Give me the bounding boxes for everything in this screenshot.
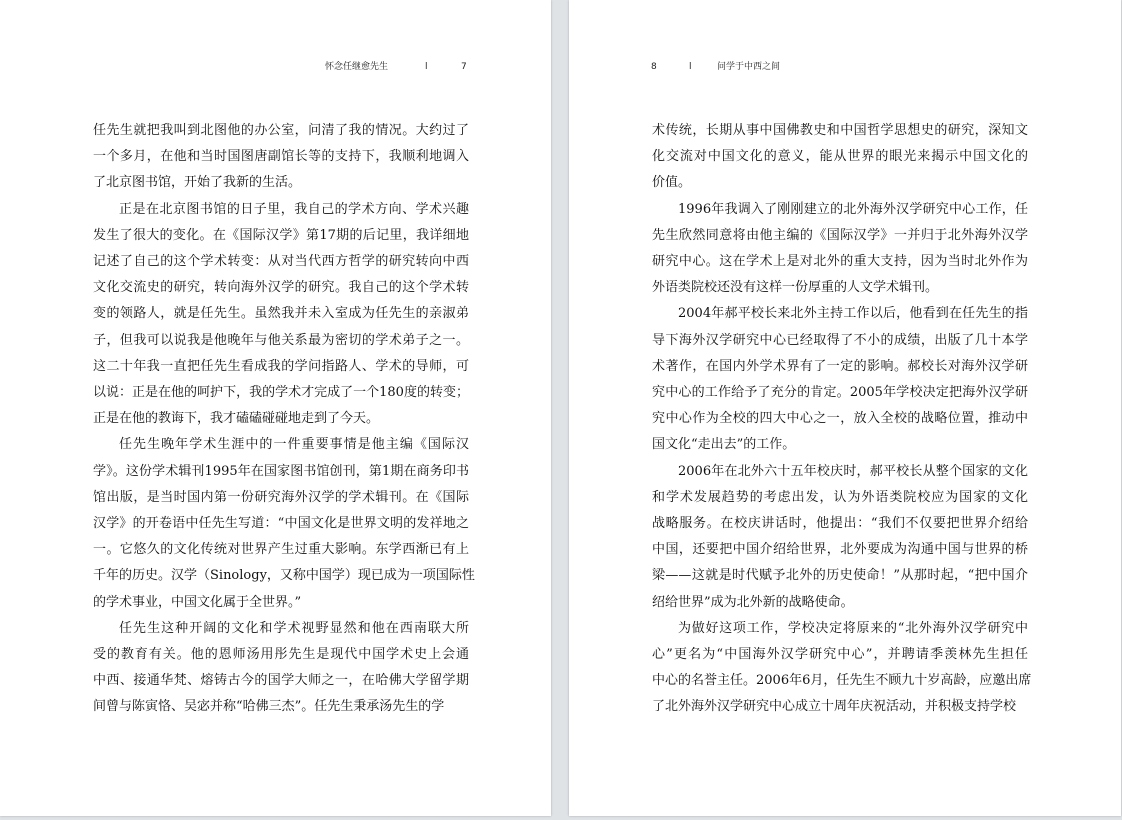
text-line: 任先生这种开阔的文化和学术视野显然和他在西南联大所 <box>119 620 469 636</box>
text-line: 价值。 <box>652 175 692 191</box>
paragraph <box>652 118 1028 197</box>
text-line: 一个多月，在他和当时国图唐副馆长等的支持下，我顺利地调入 <box>93 149 469 165</box>
left-page <box>0 0 551 816</box>
text-line: 绍给世界”成为北外新的战略使命。 <box>652 594 854 610</box>
text-line: 正是在他的教诲下，我才磕磕碰碰地走到了今天。 <box>93 411 380 427</box>
body-text-left <box>93 118 475 721</box>
page-number: 8 <box>651 62 657 72</box>
text-line: 为做好这项工作，学校决定将原来的“北外海外汉学研究中 <box>678 620 1028 636</box>
text-line: 发生了很大的变化。在《国际汉学》第17期的后记里，我详细地 <box>93 227 469 243</box>
running-header-separator: l <box>689 62 692 72</box>
text-line: 中西、接通华梵、熔铸古今的国学大师之一，在哈佛大学留学期 <box>93 673 469 689</box>
text-line: 任先生就把我叫到北图他的办公室，问清了我的情况。大约过了 <box>93 123 469 138</box>
text-line: 一。它悠久的文化传统对世界产生过重大影响。东学西渐已有上 <box>93 542 469 558</box>
text-line: 2004年郝平校长来北外主持工作以后，他看到在任先生的指 <box>678 306 1028 322</box>
text-line: 梁——这就是时代赋予北外的历史使命！”从那时起，“把中国介 <box>652 568 1028 584</box>
text-line: 汉学》的开卷语中任先生写道：“中国文化是世界文明的发祥地之 <box>93 516 469 532</box>
body-text-right <box>652 118 1032 721</box>
text-line: 中国，还要把中国介绍给世界，北外要成为沟通中国与世界的桥 <box>652 542 1028 558</box>
text-line: 间曾与陈寅恪、吴宓并称“哈佛三杰”。任先生秉承汤先生的学 <box>93 699 445 715</box>
text-line: 学》。这份学术辑刊1995年在国家图书馆创刊，第1期在商务印书 <box>93 463 469 479</box>
text-line: 化交流对中国文化的意义，能从世界的眼光来揭示中国文化的 <box>652 149 1028 165</box>
text-line: 变的领路人，就是任先生。虽然我并未入室成为任先生的亲淑弟 <box>93 306 469 322</box>
page-number: 7 <box>461 62 467 72</box>
text-line: 1996年我调入了刚刚建立的北外海外汉学研究中心工作，任 <box>678 201 1028 217</box>
running-header-left <box>325 60 475 74</box>
text-line: 记述了自己的这个学术转变：从对当代西方哲学的研究转向中西 <box>93 254 469 270</box>
text-line: 正是在北京图书馆的日子里，我自己的学术方向、学术兴趣 <box>119 201 469 217</box>
text-line: 文化交流史的研究，转向海外汉学的研究。我自己的这个学术转 <box>93 280 469 296</box>
text-line: 战略服务。在校庆讲话时，他提出：“我们不仅要把世界介绍给 <box>652 516 1028 532</box>
paragraph <box>93 197 469 433</box>
text-line: 心”更名为“中国海外汉学研究中心”，并聘请季羡林先生担任 <box>652 647 1028 663</box>
text-line: 子，但我可以说我是他晚年与他关系最为密切的学术弟子之一。 <box>93 332 469 348</box>
text-line: 先生欣然同意将由他主编的《国际汉学》一并归于北外海外汉学 <box>652 227 1028 243</box>
text-line: 中心的名誉主任。2006年6月，任先生不顾九十岁高龄，应邀出席 <box>652 673 1032 689</box>
running-header-title: 怀念任继愈先生 <box>325 62 389 72</box>
text-line: 究中心作为全校的四大中心之一，放入全校的战略位置，推动中 <box>652 411 1028 427</box>
text-line: 导下海外汉学研究中心已经取得了不小的成绩，出版了几十本学 <box>652 332 1028 348</box>
text-line: 和学术发展趋势的考虑出发，认为外语类院校应为国家的文化 <box>652 489 1028 505</box>
text-line: 研究中心。这在学术上是对北外的重大支持，因为当时北外作为 <box>652 254 1028 270</box>
paragraph <box>93 432 475 615</box>
text-line: 以说：正是在他的呵护下，我的学术才完成了一个180度的转变； <box>93 385 469 401</box>
paragraph <box>652 301 1028 458</box>
paragraph <box>93 118 469 197</box>
running-header-title: 问学于中西之间 <box>717 62 781 72</box>
text-line: 的学术事业，中国文化属于全世界。” <box>93 594 302 610</box>
text-line: 外语类院校还没有这样一份厚重的人文学术辑刊。 <box>652 280 939 296</box>
paragraph <box>652 197 1028 302</box>
running-header-right <box>651 60 811 74</box>
paragraph <box>93 616 469 721</box>
text-line: 2006年在北外六十五年校庆时，郝平校长从整个国家的文化 <box>678 463 1028 479</box>
text-line: 了北外海外汉学研究中心成立十周年庆祝活动，并积极支持学校 <box>652 699 1017 715</box>
paragraph <box>652 459 1028 616</box>
text-line: 了北京图书馆，开始了我新的生活。 <box>93 175 302 191</box>
text-line: 国文化“走出去”的工作。 <box>652 437 796 453</box>
paragraph <box>652 616 1032 721</box>
text-line: 这二十年我一直把任先生看成我的学问指路人、学术的导师，可 <box>93 358 469 374</box>
text-line: 究中心的工作给予了充分的肯定。2005年学校决定把海外汉学研 <box>652 385 1028 401</box>
text-line: 术著作，在国内外学术界有了一定的影响。郝校长对海外汉学研 <box>652 358 1028 374</box>
right-page <box>569 0 1121 816</box>
text-line: 千年的历史。汉学（Sinology，又称中国学）现已成为一项国际性 <box>93 568 475 584</box>
text-line: 馆出版，是当时国内第一份研究海外汉学的学术辑刊。在《国际 <box>93 489 469 505</box>
running-header-separator: l <box>425 62 428 72</box>
text-line: 受的教育有关。他的恩师汤用彤先生是现代中国学术史上会通 <box>93 647 469 663</box>
text-line: 术传统，长期从事中国佛教史和中国哲学思想史的研究，深知文 <box>652 123 1028 138</box>
text-line: 任先生晚年学术生涯中的一件重要事情是他主编《国际汉 <box>119 437 469 453</box>
